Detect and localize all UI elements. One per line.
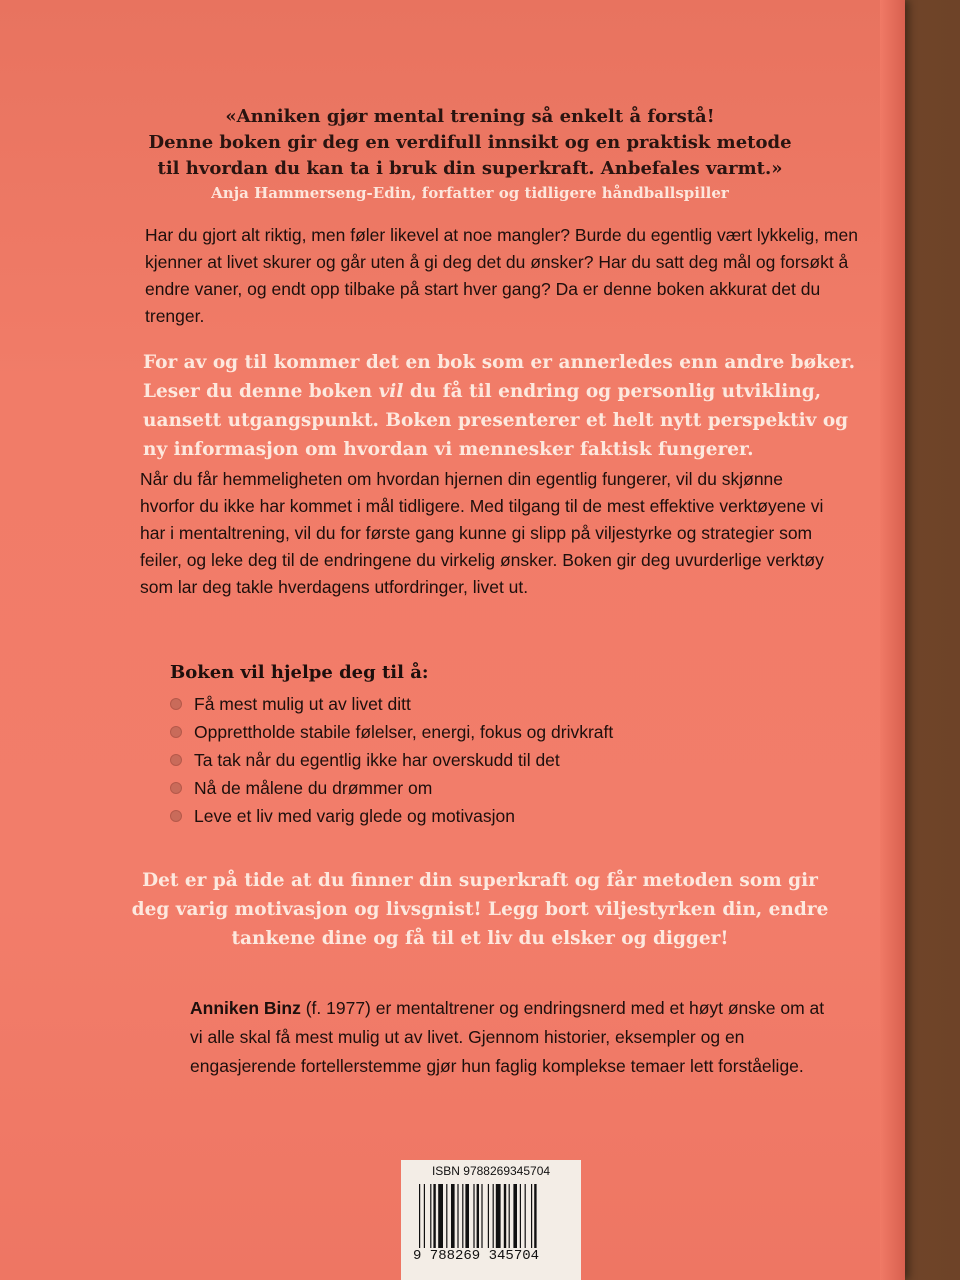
highlight-text: du få til endring og personlig utvikling, uansett utgangspunkt. Boken presenterer et helt nytt perspektiv og ny informasjon om hvordan vi mennesker faktisk fungerer. — [143, 381, 849, 460]
author-name: Anniken Binz — [190, 998, 301, 1018]
bullet-icon — [170, 726, 182, 738]
list-item — [170, 802, 613, 830]
emphasis-text: vil — [378, 381, 404, 402]
benefits-heading: Boken vil hjelpe deg til å: — [170, 662, 429, 683]
bullet-icon — [170, 782, 182, 794]
quote-line: Denne boken gir deg en verdifull innsikt og en praktisk metode — [148, 132, 792, 153]
intro-paragraph: Har du gjort alt riktig, men føler likevel at noe mangler? Burde du egentlig vært lykkelig, men kjenner at livet skurer og går uten å gi deg det du ønsker? Har du satt deg mål og forsøkt å endre vaner, og endt opp tilbake på start hver gang? Da er denne boken akkurat det du trenger. — [145, 225, 858, 326]
list-item — [170, 718, 613, 746]
isbn-barcode — [401, 1160, 581, 1280]
closing-statement: Det er på tide at du finner din superkraft og får metoden som gir deg varig motivasjon og livsgnist! Legg bort viljestyrken din, endre tankene dine og få til et liv du elsker og digger! — [131, 870, 829, 949]
highlight-paragraph — [143, 348, 863, 464]
list-item — [170, 746, 613, 774]
quote-attribution: Anja Hammerseng-Edin, forfatter og tidligere håndballspiller — [211, 184, 729, 202]
list-item-text: Opprettholde stabile følelser, energi, fokus og drivkraft — [194, 722, 614, 742]
isbn-label: ISBN 9788269345704 — [431, 1164, 551, 1178]
book-spine-edge — [880, 0, 905, 1280]
endorsement-quote — [120, 104, 820, 204]
barcode-digits: 9 788269 345704 — [413, 1248, 540, 1264]
quote-line: til hvordan du kan ta i bruk din superkraft. Anbefales varmt.» — [157, 158, 783, 179]
bullet-icon — [170, 810, 182, 822]
list-item-text: Leve et liv med varig glede og motivasjon — [194, 806, 516, 826]
highlight-text: For av og til kommer det en bok som er annerledes enn andre bøker. Leser du denne boken — [143, 352, 856, 402]
body-paragraph: Når du får hemmeligheten om hvordan hjernen din egentlig fungerer, vil du skjønne hvorfor du ikke har kommet i mål tidligere. Med tilgang til de mest effektive verktøyene vi har i mentaltrening, vil du for første gang kunne gi slipp på viljestyrke og strategier som feiler, og leke deg til de endringene du virkelig ønsker. Boken gir deg uvurderlige verktøy som lar deg takle hverdagens utfordringer, livet ut. — [140, 469, 824, 597]
list-item-text: Nå de målene du drømmer om — [194, 778, 433, 798]
list-item-text: Få mest mulig ut av livet ditt — [194, 694, 411, 714]
list-item-text: Ta tak når du egentlig ikke har overskudd til det — [194, 750, 560, 770]
author-bio — [190, 994, 830, 1081]
author-bio-text: (f. 1977) er mentaltrener og endringsnerd med et høyt ønske om at vi alle skal få mest mulig ut av livet. Gjennom historier, eksempler og en engasjerende fortellerstemme gjør hun faglig komplekse temaer lett forståelige. — [190, 998, 825, 1076]
list-item — [170, 690, 613, 718]
benefits-list — [170, 690, 613, 830]
bullet-icon — [170, 754, 182, 766]
bullet-icon — [170, 698, 182, 710]
quote-line: «Anniken gjør mental trening så enkelt å forstå! — [225, 106, 715, 127]
list-item — [170, 774, 613, 802]
